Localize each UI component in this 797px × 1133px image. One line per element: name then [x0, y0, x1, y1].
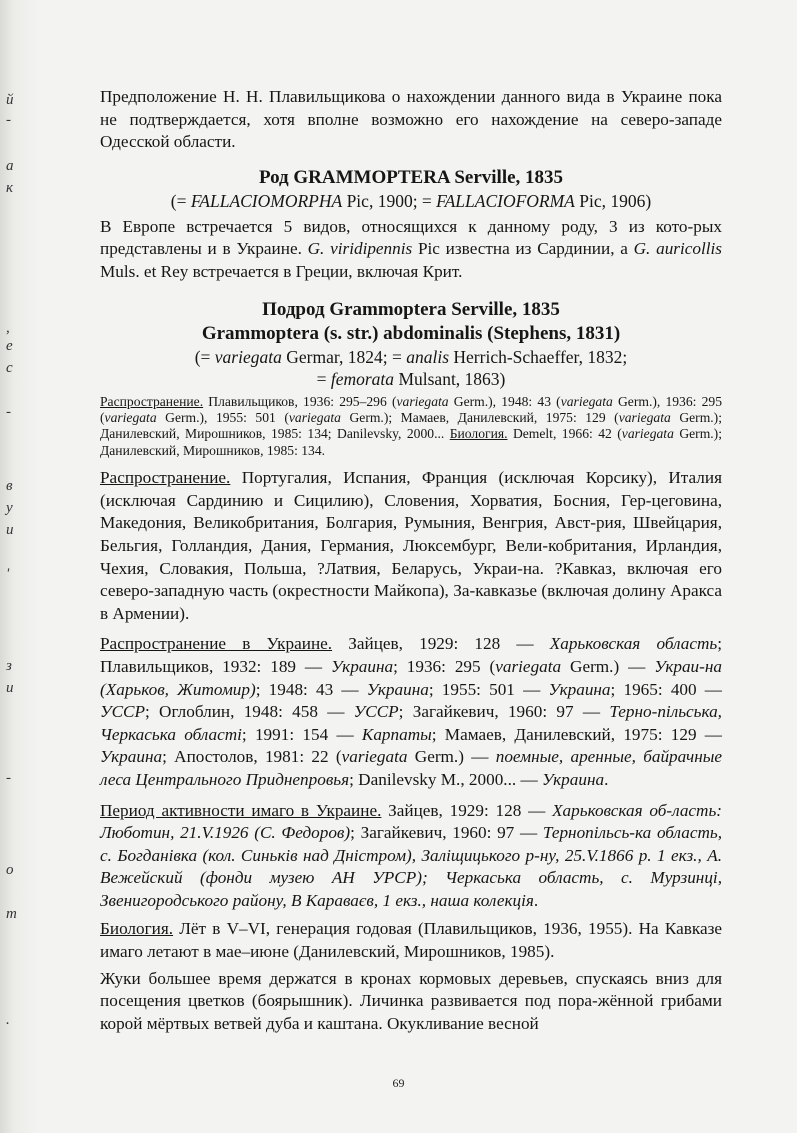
references-block: Распространение. Плавильщиков, 1936: 295–296 (variegata Germ.), 1948: 43 (variegata Germ.), 1936: 295 (variegata Germ.), 1955: 501 (variegata Germ.); Мамаев, Данилевский, 1975: 129 (variegata Germ.); Данилевский, Мирошников, 1985: 134; Danilevsky, 2000... Биология. Demelt, 1966: 42 (variegata Germ.); Данилевский, Мирошников, 1985: 134.: [100, 393, 722, 458]
margin-mark: т: [6, 906, 17, 922]
ukraine-distribution-label: Распространение в Украине.: [100, 634, 333, 654]
page-content: [100, 86, 722, 1035]
species-synonyms-line2: = femorata Mulsant, 1863): [316, 368, 506, 389]
distribution-paragraph: Распространение. Португалия, Испания, Франция (исключая Корсику), Италия (исключая Сардинию и Сицилию), Словения, Хорватия, Босния, Гер-цеговина, Македония, Великобритания, Болгария, Румыния, Венгрия, Авст-рия, Швейцария, Бельгия, Голландия, Дания, Германия, Люксембург, Вели-кобритания, Ирландия, Чехия, Словакия, Польша, ?Латвия, Беларусь, Украи-на. ?Кавказ, включая его северо-западную часть (окрестности Майкопа), За-кавказье (включая долину Аракса в Армении).: [100, 468, 722, 623]
margin-mark: -: [6, 112, 11, 128]
margin-mark: .: [6, 1012, 10, 1028]
ukraine-distribution-paragraph: Распространение в Украине. Зайцев, 1929: 128 — Харьковская область; Плавильщиков, 1932: 189 — Украина; 1936: 295 (variegata Germ.) — Украи-на (Харьков, Житомир); 1948: 43 — Украина; 1955: 501 — Украина; 1965: 400 — УССР; Оглоблин, 1948: 458 — УССР; Загайкевич, 1960: 97 — Терно-пільська, Черкаська області; 1991: 154 — Карпаты; Мамаев, Данилевский, 1975: 129 — Украина; Апостолов, 1981: 22 (variegata Germ.) — поемные, аренные, байрачные леса Центрального Приднепровья; Danilevsky M., 2000... — Украина.: [100, 634, 723, 789]
margin-mark: у: [6, 500, 13, 516]
biology-label: Биология.: [100, 919, 174, 939]
biology-paragraph: Биология. Лёт в V–VI, генерация годовая (Плавильщиков, 1936, 1955). На Кавказе имаго летают в мае–июне (Данилевский, Мирошников, 1985).: [100, 919, 722, 962]
margin-mark: и: [6, 522, 14, 538]
margin-mark: з: [6, 658, 12, 674]
genus-heading: Род GRAMMOPTERA Serville, 1835: [258, 166, 564, 188]
margin-mark: о: [6, 862, 14, 878]
page-gutter-shadow: [0, 0, 44, 1133]
genus-description: В Европе встречается 5 видов, относящихся к данному роду, 3 из кото-рых представлены и в Украине. G. viridipennis Pic известна из Сардинии, а G. auricollis Muls. et Rey встречается в Греции, включая Крит.: [100, 216, 722, 281]
activity-period-paragraph: Период активности имаго в Украине. Зайцев, 1929: 128 — Харьковская об-ласть: Люботин, 21.V.1926 (С. Федоров); Загайкевич, 1960: 97 — Тернопільсь-ка область, с. Богданівка (кол. Синьків над Дністром), Заліщицького р-ну, 25.V.1866 р. 1 екз., А. Вежейский (фонди музею АН УРСР); Черкаська область, с. Мурзинці, Звенигородського району, В Караваєв, 1 екз., наша колекція.: [100, 800, 723, 910]
margin-mark: в: [6, 478, 13, 494]
margin-mark: ': [6, 566, 10, 582]
margin-mark: и: [6, 680, 14, 696]
species-synonyms-line1: (= variegata Germar, 1824; = analis Herrich-Schaeffer, 1832;: [194, 346, 628, 367]
margin-mark: с: [6, 360, 13, 376]
genus-synonyms: (= FALLACIOMORPHA Pic, 1900; = FALLACIOFORMA Pic, 1906): [170, 190, 652, 211]
activity-period-label: Период активности имаго в Украине.: [100, 800, 382, 820]
biology-continuation-paragraph: Жуки большее время держатся в кронах кормовых деревьев, спускаясь вниз для посещения цветков (боярышник). Личинка развивается под пора-жённой грибами корой мёртвых ветвей дуба и каштана. Окукливание весной: [100, 968, 722, 1033]
margin-mark: ,: [6, 320, 10, 336]
subgenus-heading: Подрод Grammoptera Serville, 1835: [262, 298, 560, 320]
page-number: 69: [392, 1076, 405, 1090]
intro-paragraph: Предположение Н. Н. Плавильщикова о нахождении данного вида в Украине пока не подтверждается, хотя вполне возможно его нахождение на северо-западе Одесской области.: [100, 87, 722, 152]
margin-mark: -: [6, 404, 11, 420]
margin-mark: -: [6, 770, 11, 786]
margin-mark: й: [6, 92, 14, 108]
margin-mark: а: [6, 158, 14, 174]
species-heading: Grammoptera (s. str.) abdominalis (Stephens, 1831): [201, 322, 621, 344]
margin-mark: е: [6, 338, 13, 354]
margin-mark: к: [6, 180, 14, 196]
distribution-label: Распространение.: [100, 468, 231, 488]
